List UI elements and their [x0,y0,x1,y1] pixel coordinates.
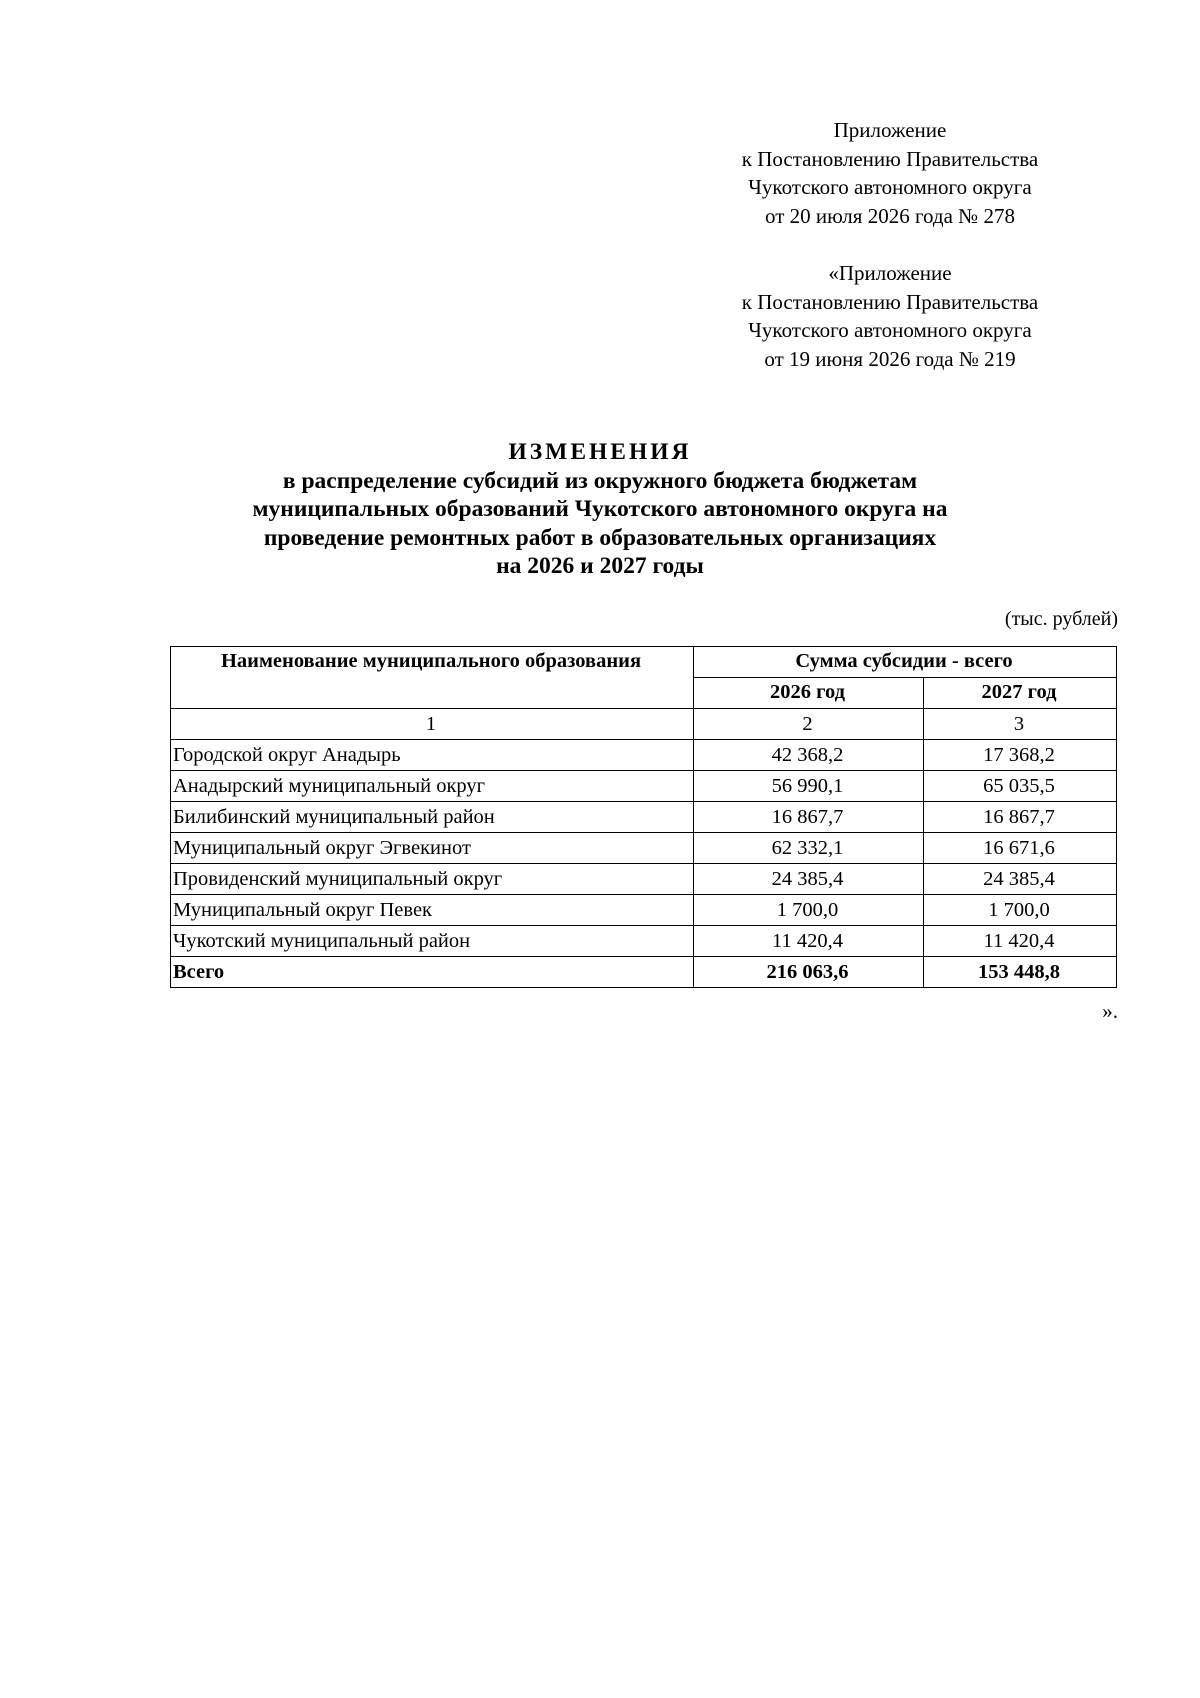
table-row [171,771,1117,802]
total-row [171,957,1117,988]
subsidy-2027: 65 035,5 [924,771,1117,802]
title-line: на 2026 и 2027 годы [496,553,704,579]
total-label: Всего [171,957,694,988]
table-row [171,895,1117,926]
table-row [171,926,1117,957]
units-label: (тыс. рублей) [1004,608,1118,630]
title-line: проведение ремонтных работ в образовательных организациях [263,524,937,551]
table-row [171,740,1117,771]
municipality-name: Билибинский муниципальный район [171,802,694,833]
appendix-header-current [710,116,1070,230]
subsidy-2026: 11 420,4 [694,926,924,957]
subsidy-2026: 1 700,0 [694,895,924,926]
municipality-name: Городской округ Анадырь [171,740,694,771]
subsidy-2026: 24 385,4 [694,864,924,895]
subsidy-2027: 24 385,4 [924,864,1117,895]
subsidy-2027: 1 700,0 [924,895,1117,926]
appendix-header-amended [710,259,1070,373]
appendix-date-number: от 19 июня 2026 года № 219 [764,346,1016,371]
subsidy-2026: 42 368,2 [694,740,924,771]
column-number: 3 [924,709,1117,740]
appendix-label: «Приложение [828,261,952,285]
document-title [150,438,1050,581]
subsidy-2026: 56 990,1 [694,771,924,802]
table-row [171,864,1117,895]
subsidy-2027: 11 420,4 [924,926,1117,957]
subsidy-table [170,646,1117,988]
appendix-reference: к Постановлению Правительства [741,289,1039,314]
closing-quote-mark: ». [1102,999,1118,1023]
header-year-2027: 2027 год [924,678,1117,709]
column-number: 2 [694,709,924,740]
table-row [171,802,1117,833]
subsidy-2026: 16 867,7 [694,802,924,833]
municipality-name: Провиденский муниципальный округ [171,864,694,895]
table-header-row [171,647,1117,678]
appendix-label: Приложение [833,118,947,142]
appendix-reference: к Постановлению Правительства [741,146,1039,171]
column-number-row [171,709,1117,740]
column-number: 1 [171,709,694,740]
total-2027: 153 448,8 [924,957,1117,988]
header-subsidy-total: Сумма субсидии - всего [694,647,1117,678]
subsidy-2027: 17 368,2 [924,740,1117,771]
subsidy-2027: 16 671,6 [924,833,1117,864]
title-line: в распределение субсидий из окружного бюджета бюджетам [282,467,918,494]
title-heading: ИЗМЕНЕНИЯ [508,439,692,465]
total-2026: 216 063,6 [694,957,924,988]
municipality-name: Муниципальный округ Эгвекинот [171,833,694,864]
municipality-name: Анадырский муниципальный округ [171,771,694,802]
title-line: муниципальных образований Чукотского автономного округа на [252,496,948,522]
subsidy-2026: 62 332,1 [694,833,924,864]
header-year-2026: 2026 год [694,678,924,709]
table-row [171,833,1117,864]
appendix-region: Чукотского автономного округа [748,318,1032,342]
subsidy-2027: 16 867,7 [924,802,1117,833]
header-municipality: Наименование муниципального образования [171,647,694,709]
appendix-region: Чукотского автономного округа [748,175,1032,199]
municipality-name: Чукотский муниципальный район [171,926,694,957]
appendix-date-number: от 20 июля 2026 года № 278 [765,203,1015,228]
municipality-name: Муниципальный округ Певек [171,895,694,926]
